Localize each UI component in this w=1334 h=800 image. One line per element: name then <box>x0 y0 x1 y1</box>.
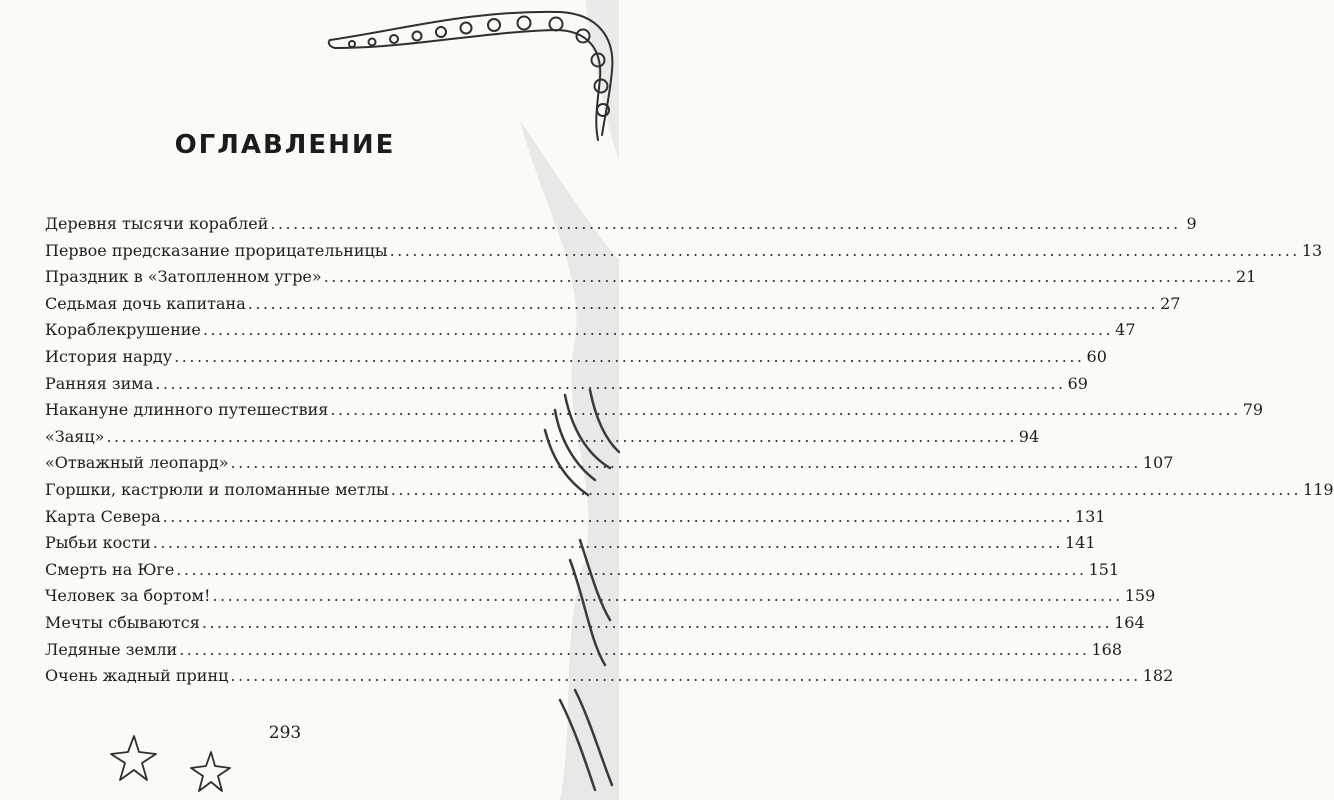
dot-leader: ........................................................................................................................ <box>174 346 1085 366</box>
toc-entry-page-number: 164 <box>1114 612 1145 632</box>
toc-entry-page-number: 107 <box>1142 453 1174 473</box>
toc-entry-title: Мечты сбываются <box>45 612 200 632</box>
dot-leader: ........................................................................................................................ <box>230 666 1141 686</box>
toc-entry[interactable] <box>45 504 1106 531</box>
dot-leader: ........................................................................................................................ <box>162 506 1073 526</box>
toc-entry[interactable] <box>45 610 1145 637</box>
toc-entry-title: Человек за бортом! <box>45 586 211 606</box>
dot-leader: ........................................................................................................................ <box>270 214 1181 233</box>
toc-entry[interactable] <box>45 663 1174 690</box>
toc-entry-title: Праздник в «Затопленном угре» <box>45 267 322 287</box>
tentacle-illustration <box>329 12 613 140</box>
toc-entry-title: Карта Севера <box>45 506 161 526</box>
starfish-icon <box>191 752 230 791</box>
toc-entry-page-number: 9 <box>1186 214 1197 233</box>
dot-leader: ........................................................................................................................ <box>155 373 1066 393</box>
dot-leader: ........................................................................................................................ <box>247 293 1159 313</box>
toc-entry-title: Рыбьи кости <box>45 533 151 553</box>
toc-entry-title: История нарду <box>45 346 173 366</box>
toc-entry-page-number: 119 <box>1303 479 1334 499</box>
dot-leader: ........................................................................................................................ <box>152 533 1064 553</box>
dot-leader: ........................................................................................................................ <box>176 559 1087 579</box>
toc-entry[interactable] <box>45 291 1181 318</box>
toc-entry-page-number: 79 <box>1242 400 1264 420</box>
toc-entry[interactable] <box>45 211 1197 238</box>
dot-leader: ........................................................................................................................ <box>212 586 1123 606</box>
dot-leader: ........................................................................................................................ <box>230 453 1141 473</box>
toc-entry-page-number: 159 <box>1124 586 1156 606</box>
page-number: 293 <box>268 723 302 743</box>
toc-entry-page-number: 21 <box>1236 267 1257 287</box>
toc-entry[interactable] <box>45 583 1156 610</box>
toc-entry-page-number: 151 <box>1088 559 1120 579</box>
toc-entry[interactable] <box>45 477 1334 504</box>
toc-entry[interactable] <box>45 397 1264 424</box>
toc-entry-page-number: 141 <box>1065 533 1096 553</box>
toc-entry-page-number: 13 <box>1301 240 1323 260</box>
toc-entry-title: «Отважный леопард» <box>45 453 229 473</box>
toc-entry-title: Деревня тысячи кораблей <box>45 214 269 233</box>
toc-entry-title: Кораблекрушение <box>45 320 201 340</box>
toc-entry-page-number: 27 <box>1160 293 1181 313</box>
toc-entry-title: Горшки, кастрюли и поломанные метлы <box>45 479 389 499</box>
toc-entry[interactable] <box>45 344 1107 371</box>
toc-entry-page-number: 60 <box>1086 346 1107 366</box>
table-of-contents <box>45 211 1334 690</box>
toc-entry-title: Ледяные земли <box>45 639 178 659</box>
toc-entry-page-number: 131 <box>1074 506 1106 526</box>
dot-leader: ........................................................................................................................ <box>330 400 1241 420</box>
dot-leader: ........................................................................................................................ <box>323 267 1234 287</box>
toc-entry[interactable] <box>45 530 1096 557</box>
toc-entry[interactable] <box>45 637 1123 664</box>
toc-entry-title: Первое предсказание прорицательницы <box>45 240 388 260</box>
toc-entry[interactable] <box>45 238 1323 265</box>
toc-entry-page-number: 168 <box>1091 639 1123 659</box>
dot-leader: ........................................................................................................................ <box>106 426 1017 446</box>
toc-entry-page-number: 94 <box>1018 426 1040 446</box>
toc-entry-page-number: 47 <box>1115 320 1136 340</box>
toc-entry[interactable] <box>45 317 1136 344</box>
toc-entry-title: Седьмая дочь капитана <box>45 293 246 313</box>
dot-leader: ........................................................................................................................ <box>202 320 1114 340</box>
dot-leader: ........................................................................................................................ <box>389 240 1300 260</box>
toc-entry-page-number: 182 <box>1142 666 1174 686</box>
toc-entry-title: Накануне длинного путешествия <box>45 400 329 420</box>
toc-entry[interactable] <box>45 557 1120 584</box>
dot-leader: ........................................................................................................................ <box>390 479 1302 499</box>
toc-entry-title: Ранняя зима <box>45 373 154 393</box>
toc-entry-page-number: 69 <box>1067 373 1088 393</box>
toc-entry-title: «Заяц» <box>45 426 105 446</box>
toc-entry-title: Смерть на Юге <box>45 559 175 579</box>
toc-entry[interactable] <box>45 424 1040 451</box>
toc-entry[interactable] <box>45 264 1257 291</box>
toc-entry-title: Очень жадный принц <box>45 666 229 686</box>
toc-entry[interactable] <box>45 450 1174 477</box>
dot-leader: ........................................................................................................................ <box>201 612 1113 632</box>
page-title: ОГЛАВЛЕНИЕ <box>174 130 396 161</box>
toc-entry[interactable] <box>45 371 1088 398</box>
dot-leader: ........................................................................................................................ <box>179 639 1090 659</box>
